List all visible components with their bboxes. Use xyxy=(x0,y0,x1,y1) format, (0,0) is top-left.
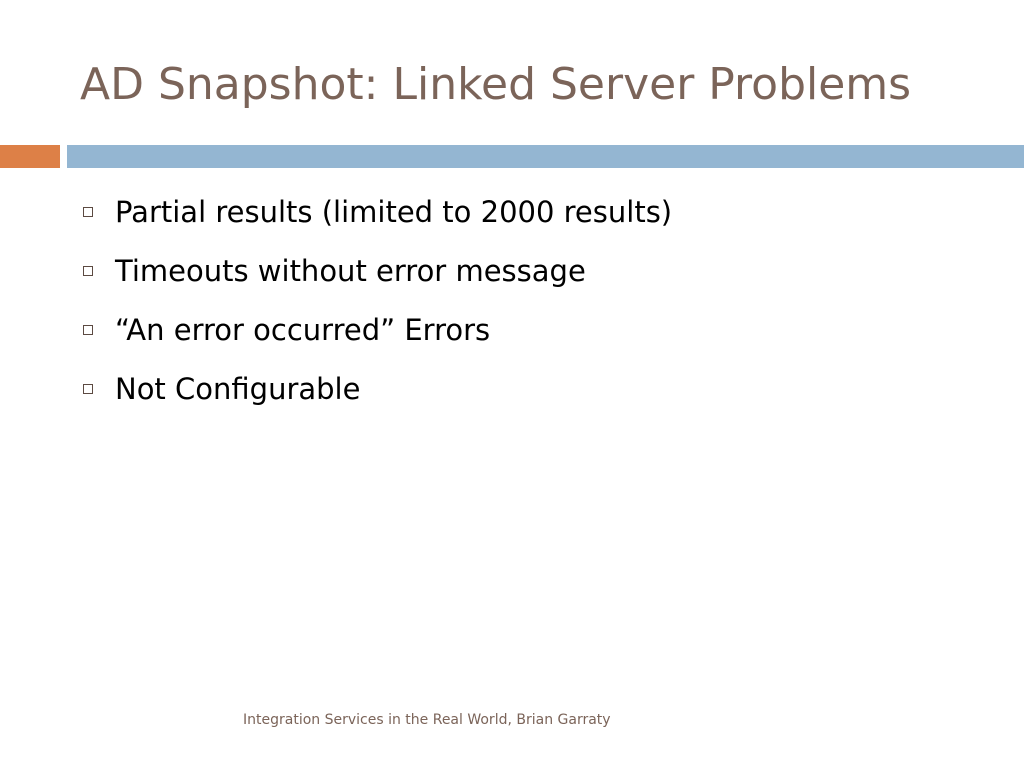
list-item xyxy=(80,190,672,234)
hollow-square-icon xyxy=(83,325,93,335)
bullet-text: Partial results (limited to 2000 results) xyxy=(115,195,673,229)
list-item xyxy=(80,308,672,352)
slide-title: AD Snapshot: Linked Server Problems xyxy=(80,59,912,110)
bullet-text: Timeouts without error message xyxy=(115,254,586,288)
hollow-square-icon xyxy=(83,384,93,394)
list-item xyxy=(80,367,672,411)
bullet-text: “An error occurred” Errors xyxy=(115,313,491,347)
list-item xyxy=(80,249,672,293)
title-divider-bar xyxy=(67,145,1024,168)
title-divider-accent xyxy=(0,145,60,168)
bullet-text: Not Configurable xyxy=(115,372,361,406)
slide-footer: Integration Services in the Real World, Brian Garraty xyxy=(243,712,611,728)
bullet-list xyxy=(80,190,672,426)
hollow-square-icon xyxy=(83,266,93,276)
hollow-square-icon xyxy=(83,207,93,217)
